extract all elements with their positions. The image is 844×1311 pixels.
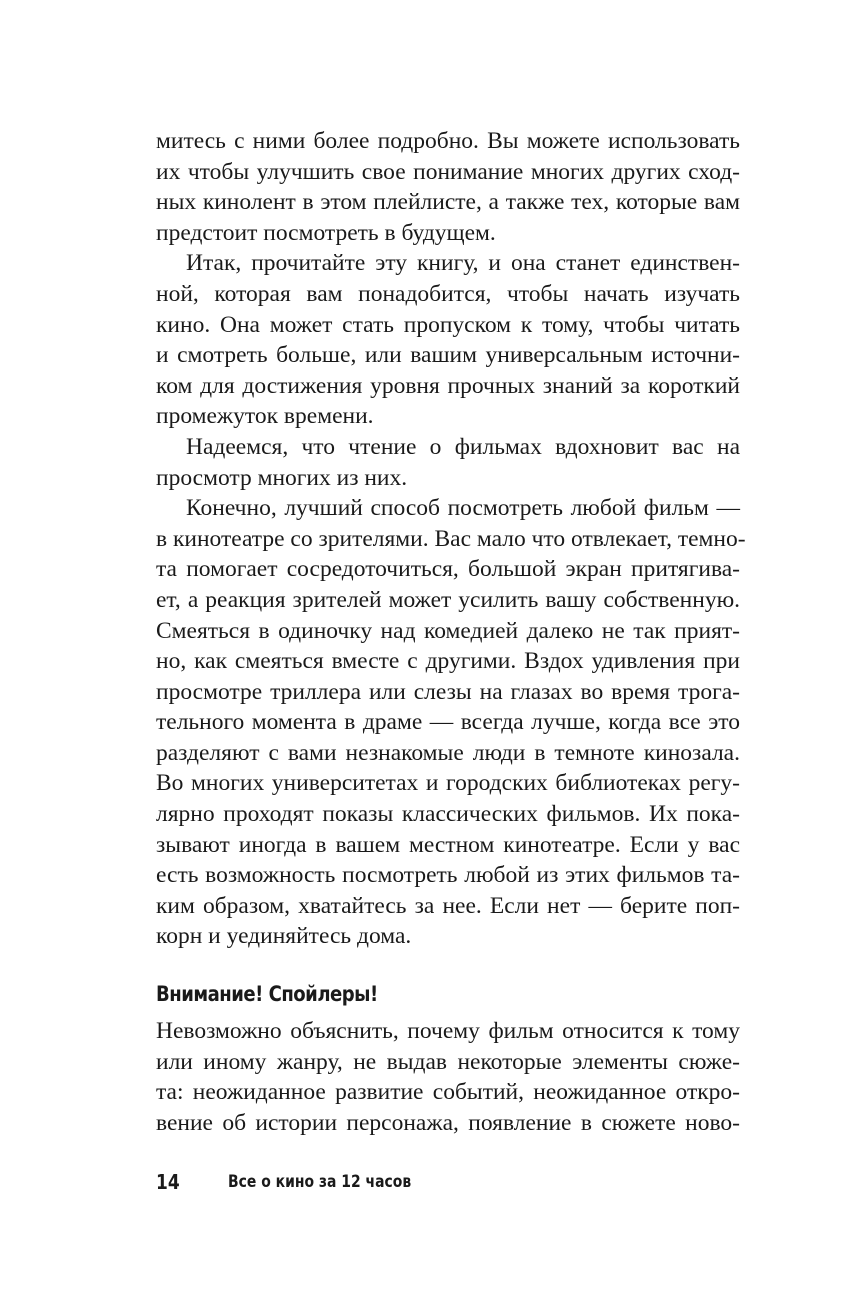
running-title: Все о кино за 12 часов	[228, 1172, 412, 1192]
text-line: просмотр многих из них.	[156, 464, 408, 491]
text-line: Итак, прочитайте эту книгу, и она станет единствен-	[186, 250, 740, 277]
text-line: их чтобы улучшить свое понимание многих других сход-	[156, 158, 740, 185]
text-line: Конечно, лучший способ посмотреть любой фильм —	[186, 495, 740, 522]
text-line: Надеемся, что чтение о фильмах вдохновит вас на	[186, 433, 740, 460]
text-line: та: неожиданное развитие событий, неожиданное откро-	[156, 1079, 740, 1106]
text-line: та помогает сосредоточиться, большой экран притягива-	[156, 556, 740, 583]
text-line: лярно проходят показы классических фильмов. Их пока-	[156, 801, 740, 828]
text-line: ким образом, хватайтесь за нее. Если нет — берите поп-	[156, 892, 740, 919]
page-number: 14	[156, 1170, 180, 1194]
text-line: вение об истории персонажа, появление в сюжете ново-	[156, 1109, 740, 1136]
text-line: просмотре триллера или слезы на глазах во время трога-	[156, 678, 740, 705]
text-line: но, как смеяться вместе с другими. Вздох удивления при	[156, 648, 740, 675]
text-line: в кинотеатре со зрителями. Вас мало что отвлекает, темно-	[156, 525, 746, 552]
text-line: митесь с ними более подробно. Вы можете использовать	[156, 128, 740, 154]
text-line: тельного момента в драме — всегда лучше, когда все это	[156, 709, 740, 736]
text-line: ных кинолент в этом плейлисте, а также тех, которые вам	[156, 189, 740, 216]
text-line: Смеяться в одиночку над комедией далеко не так прият-	[156, 617, 740, 644]
text-line: предстоит посмотреть в будущем.	[156, 219, 496, 246]
text-line: корн и уединяйтесь дома.	[156, 923, 412, 950]
text-line: есть возможность посмотреть любой из этих фильмов та-	[156, 862, 740, 889]
section-text	[156, 1016, 740, 1138]
text-line: зывают иногда в вашем местном кинотеатре. Если у вас	[156, 831, 740, 858]
text-line: разделяют с вами незнакомые люди в темноте кинозала.	[156, 739, 740, 766]
text-line: ком для достижения уровня прочных знаний за короткий	[156, 372, 740, 399]
text-line: ет, а реакция зрителей может усилить вашу собственную.	[156, 586, 740, 613]
section-heading: Внимание! Спойлеры!	[156, 982, 378, 1006]
text-line: Во многих университетах и городских библиотеках регу-	[156, 770, 740, 797]
text-line: промежуток времени.	[156, 403, 374, 430]
text-line: кино. Она может стать пропуском к тому, чтобы читать	[156, 311, 740, 338]
text-line: ной, которая вам понадобится, чтобы начать изучать	[156, 280, 740, 307]
body-text	[156, 126, 746, 952]
text-line: Невозможно объяснить, почему фильм относится к тому	[156, 1018, 740, 1044]
text-line: и смотреть больше, или вашим универсальным источни-	[156, 342, 740, 369]
text-line: или иному жанру, не выдав некоторые элементы сюже-	[156, 1048, 740, 1075]
